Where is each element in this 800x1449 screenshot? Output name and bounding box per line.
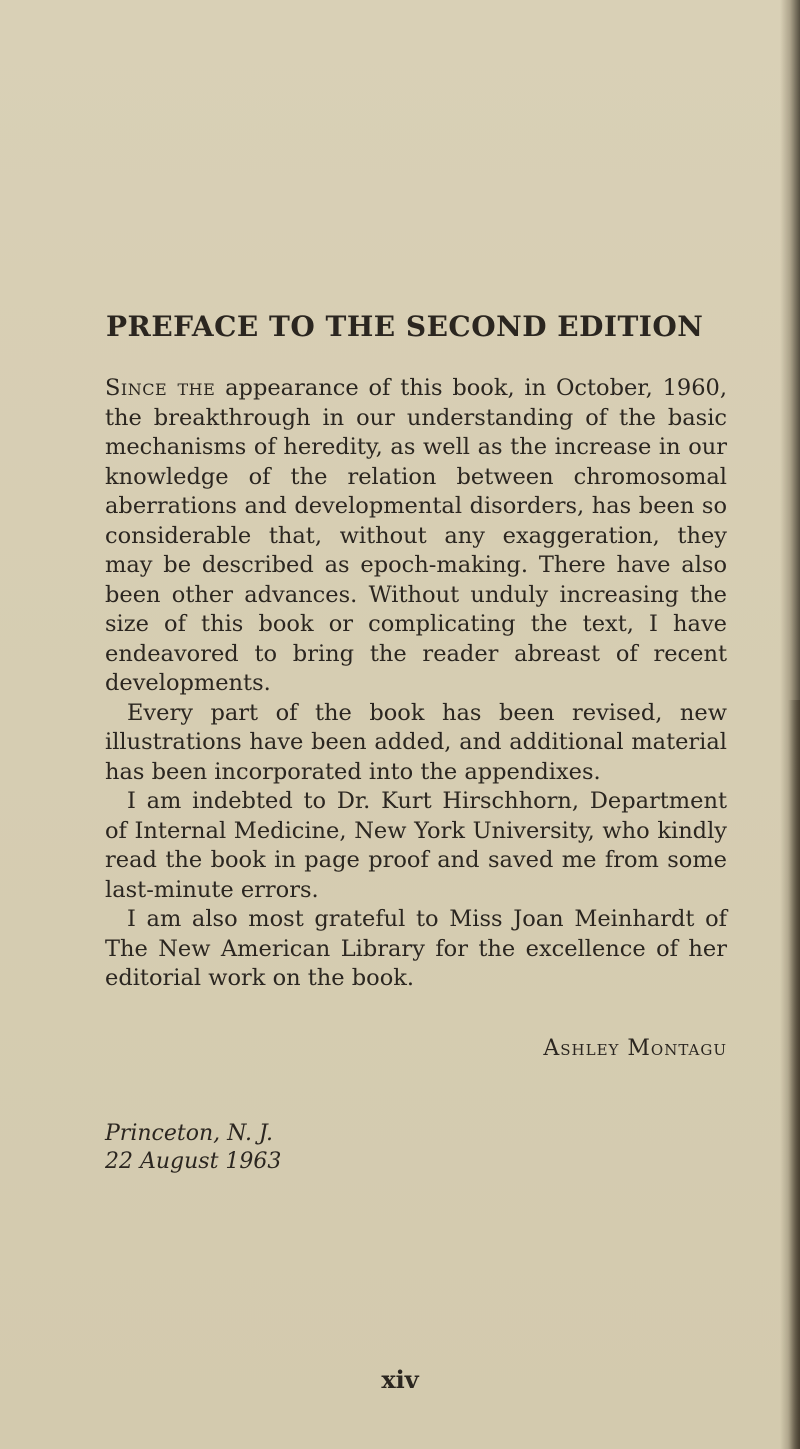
place-date-block (105, 1120, 727, 1176)
date-line: 22 August 1963 (105, 1148, 282, 1174)
paragraph-1 (105, 374, 727, 699)
paragraph-4: I am also most grateful to Miss Joan Meinhardt of The New American Library for the excellence of her editorial work on the book. (105, 906, 727, 991)
place-line: Princeton, N. J. (105, 1120, 274, 1146)
page-edge-shadow (788, 700, 800, 1449)
paragraph-1-text: appearance of this book, in October, 1960, the breakthrough in our understanding of the basic mechanisms of heredity, as well as the increase in our knowledge of the relation between chromosomal aberrations and developmental disorders, has been so considerable that, without any exaggeration, they may be described as epoch-making. There have also been other advances. Without unduly increasing the size of this book or complicating the text, I have endeavored to bring the reader abreast of recent developments. (105, 375, 727, 696)
page-title: PREFACE TO THE SECOND EDITION (106, 310, 704, 343)
paragraph-3: I am indebted to Dr. Kurt Hirschhorn, Department of Internal Medicine, New York University, who kindly read the book in page proof and saved me from some last-minute errors. (105, 788, 727, 903)
author-signature: Ashley Montagu (543, 1035, 727, 1061)
preface-content (105, 300, 727, 1176)
page-number: xiv (381, 1365, 419, 1394)
paragraph-2: Every part of the book has been revised, new illustrations have been added, and additional material has been incorporated into the appendixes. (105, 699, 727, 785)
preface-body (105, 374, 727, 994)
paragraph-1-lead: Since the (105, 375, 216, 401)
